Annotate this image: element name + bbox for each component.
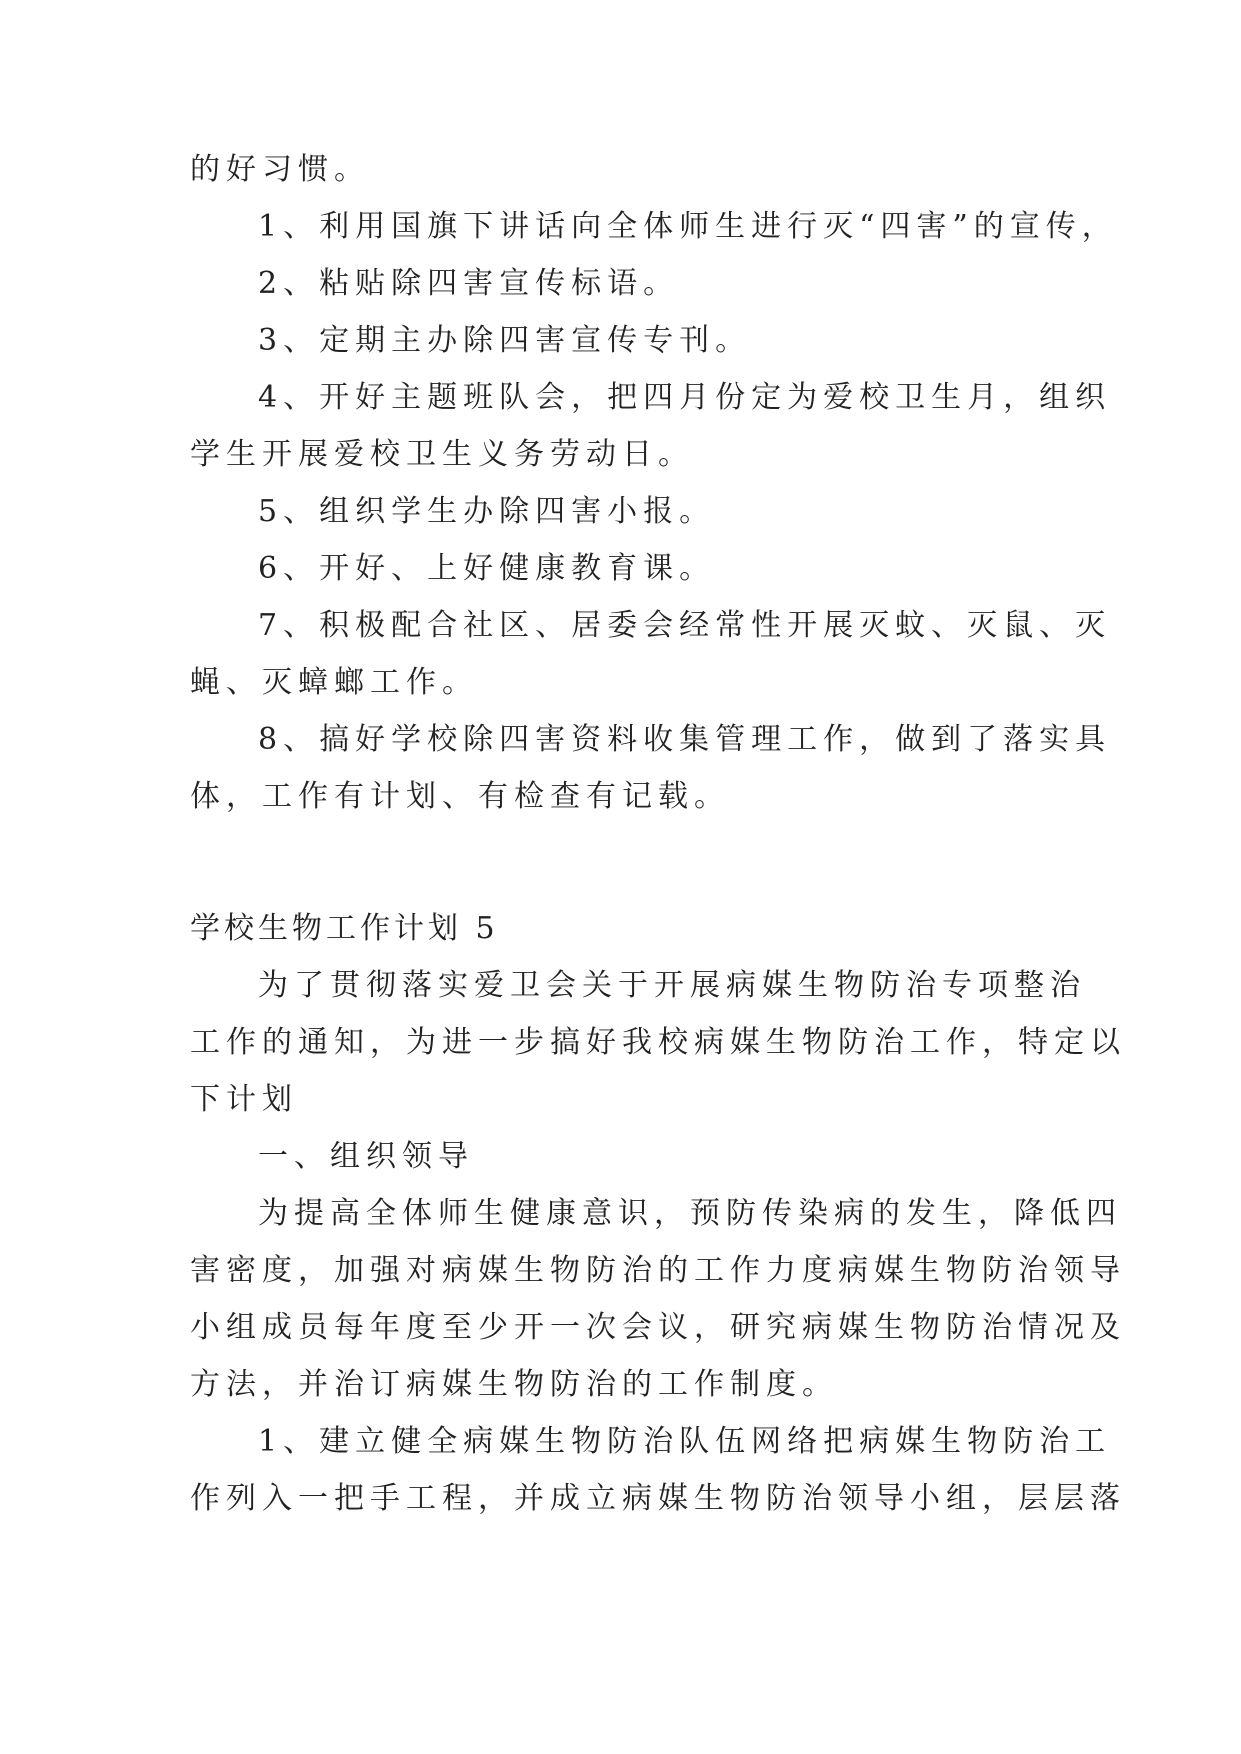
list-item: 7、积极配合社区、居委会经常性开展灭蚊、灭鼠、灭 [258,608,1112,643]
paragraph-line: 工作的通知，为进一步搞好我校病媒生物防治工作，特定以 [190,1025,1126,1060]
subheading: 一、组织领导 [258,1139,474,1174]
text-line: 的好习惯。 [190,152,370,187]
list-item: 8、搞好学校除四害资料收集管理工作，做到了落实具 [258,722,1112,757]
text-line: 学生开展爱校卫生义务劳动日。 [190,437,694,472]
paragraph-line: 作列入一把手工程，并成立病媒生物防治领导小组，层层落 [190,1481,1126,1516]
text-line: 蝇、灭蟑螂工作。 [190,665,478,700]
paragraph-line: 小组成员每年度至少开一次会议，研究病媒生物防治情况及 [190,1310,1126,1345]
paragraph-line: 方法，并治订病媒生物防治的工作制度。 [190,1367,838,1402]
text-line: 体，工作有计划、有检查有记载。 [190,779,730,814]
paragraph-line: 害密度，加强对病媒生物防治的工作力度病媒生物防治领导 [190,1253,1126,1288]
list-item: 3、定期主办除四害宣传专刊。 [258,323,752,358]
list-item: 1、建立健全病媒生物防治队伍网络把病媒生物防治工 [258,1424,1112,1459]
list-item: 6、开好、上好健康教育课。 [258,551,716,586]
paragraph-line: 为了贯彻落实爱卫会关于开展病媒生物防治专项整治 [258,968,1086,1003]
list-item: 5、组织学生办除四害小报。 [258,494,716,529]
paragraph-line: 为提高全体师生健康意识，预防传染病的发生，降低四 [258,1196,1122,1231]
list-item: 4、开好主题班队会，把四月份定为爱校卫生月，组织 [258,380,1112,415]
list-item: 2、粘贴除四害宣传标语。 [258,266,680,301]
list-item: 1、利用国旗下讲话向全体师生进行灭“四害”的宣传， [258,209,1118,244]
paragraph-line: 下计划 [190,1082,298,1117]
section-title: 学校生物工作计划 5 [190,911,499,946]
